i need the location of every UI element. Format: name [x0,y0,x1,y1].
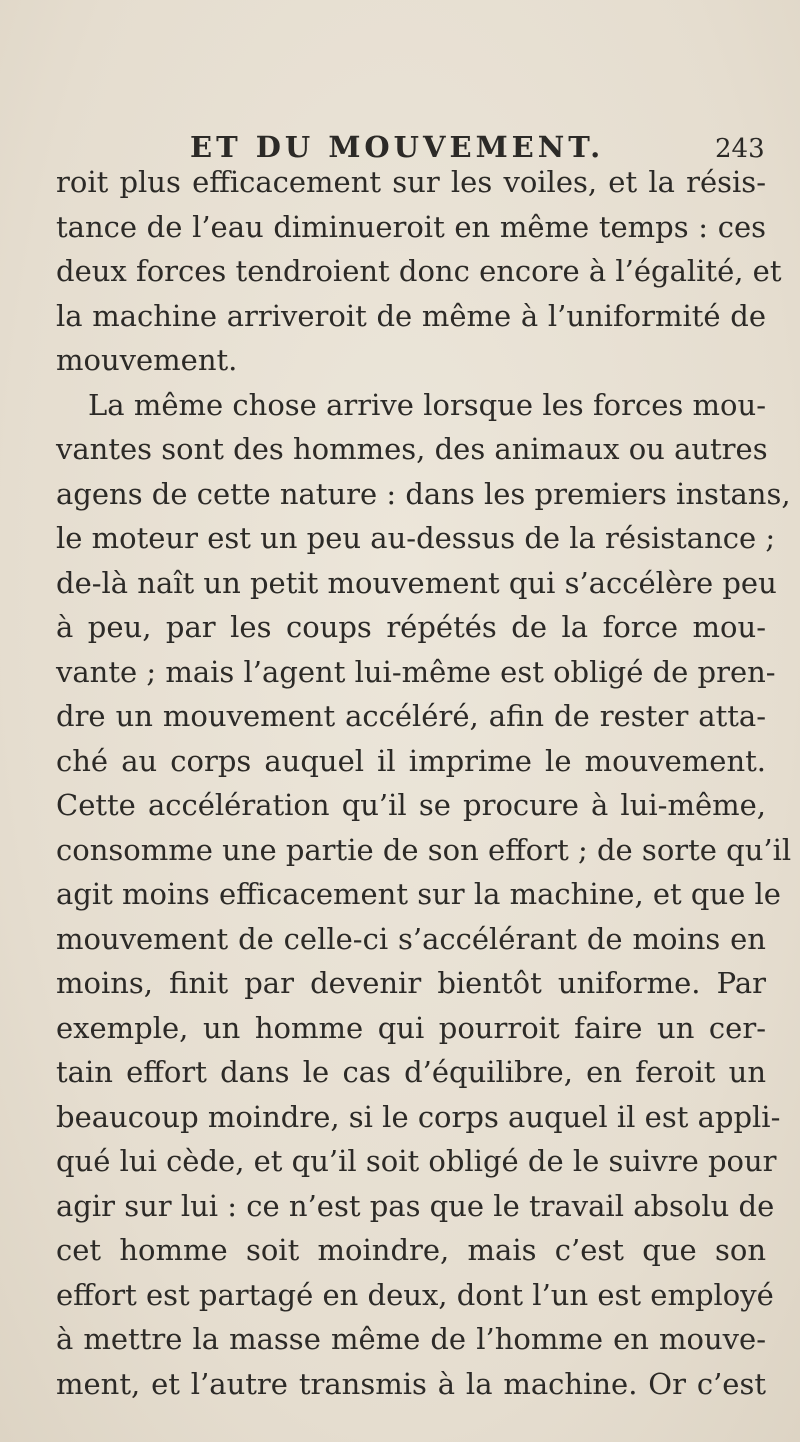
text-line: vantes sont des hommes, des animaux ou autres [56,432,768,466]
page-number: 243 [715,134,765,164]
text-line: ché au corps auquel il imprime le mouvement. [56,743,766,778]
text-line: ment, et l’autre transmis à la machine. Or c’est [56,1366,766,1401]
text-line: à mettre la masse même de l’homme en mouve- [56,1322,766,1356]
text-line: deux forces tendroient donc encore à l’égalité, et [56,254,782,288]
text-line: à peu, par les coups répétés de la force mou- [56,610,766,644]
text-line: dre un mouvement accéléré, afin de rester atta- [56,699,766,733]
text-line: agens de cette nature : dans les premiers instans, [56,476,791,511]
text-line: le moteur est un peu au-dessus de la résistance ; [56,521,776,555]
text-line: tain effort dans le cas d’équilibre, en feroit un [56,1055,766,1089]
text-line: agit moins efficacement sur la machine, et que le [56,877,781,911]
text-line: Cette accélération qu’il se procure à lui-même, [56,788,766,822]
text-line: La même chose arrive lorsque les forces mou- [88,387,766,422]
text-line: vante ; mais l’agent lui-même est obligé de pren- [56,654,776,689]
text-line: agir sur lui : ce n’est pas que le travail absolu de [56,1188,775,1223]
text-line: de-là naît un petit mouvement qui s’accélère peu [56,565,777,600]
text-line: consomme une partie de son effort ; de sorte qu’il [56,832,792,867]
body-text [56,160,792,1406]
text-line: mouvement de celle-ci s’accélérant de moins en [56,921,766,956]
text-line: moins, finit par devenir bientôt uniforme. Par [56,966,766,1000]
text-line: cet homme soit moindre, mais c’est que son [56,1233,766,1267]
text-line: effort est partagé en deux, dont l’un est employé [56,1277,774,1312]
text-line: mouvement. [56,343,238,377]
text-line: roit plus efficacement sur les voiles, et la résis- [56,165,766,199]
text-line: beaucoup moindre, si le corps auquel il est appli- [56,1099,781,1134]
text-line: exemple, un homme qui pourroit faire un cer- [56,1010,766,1045]
text-line: qué lui cède, et qu’il soit obligé de le suivre pour [56,1144,777,1178]
text-line: la machine arriveroit de même à l’uniformité de [56,298,766,333]
text-line: tance de l’eau diminueroit en même temps : ces [56,209,766,244]
running-head: ET DU MOUVEMENT. [190,130,605,164]
